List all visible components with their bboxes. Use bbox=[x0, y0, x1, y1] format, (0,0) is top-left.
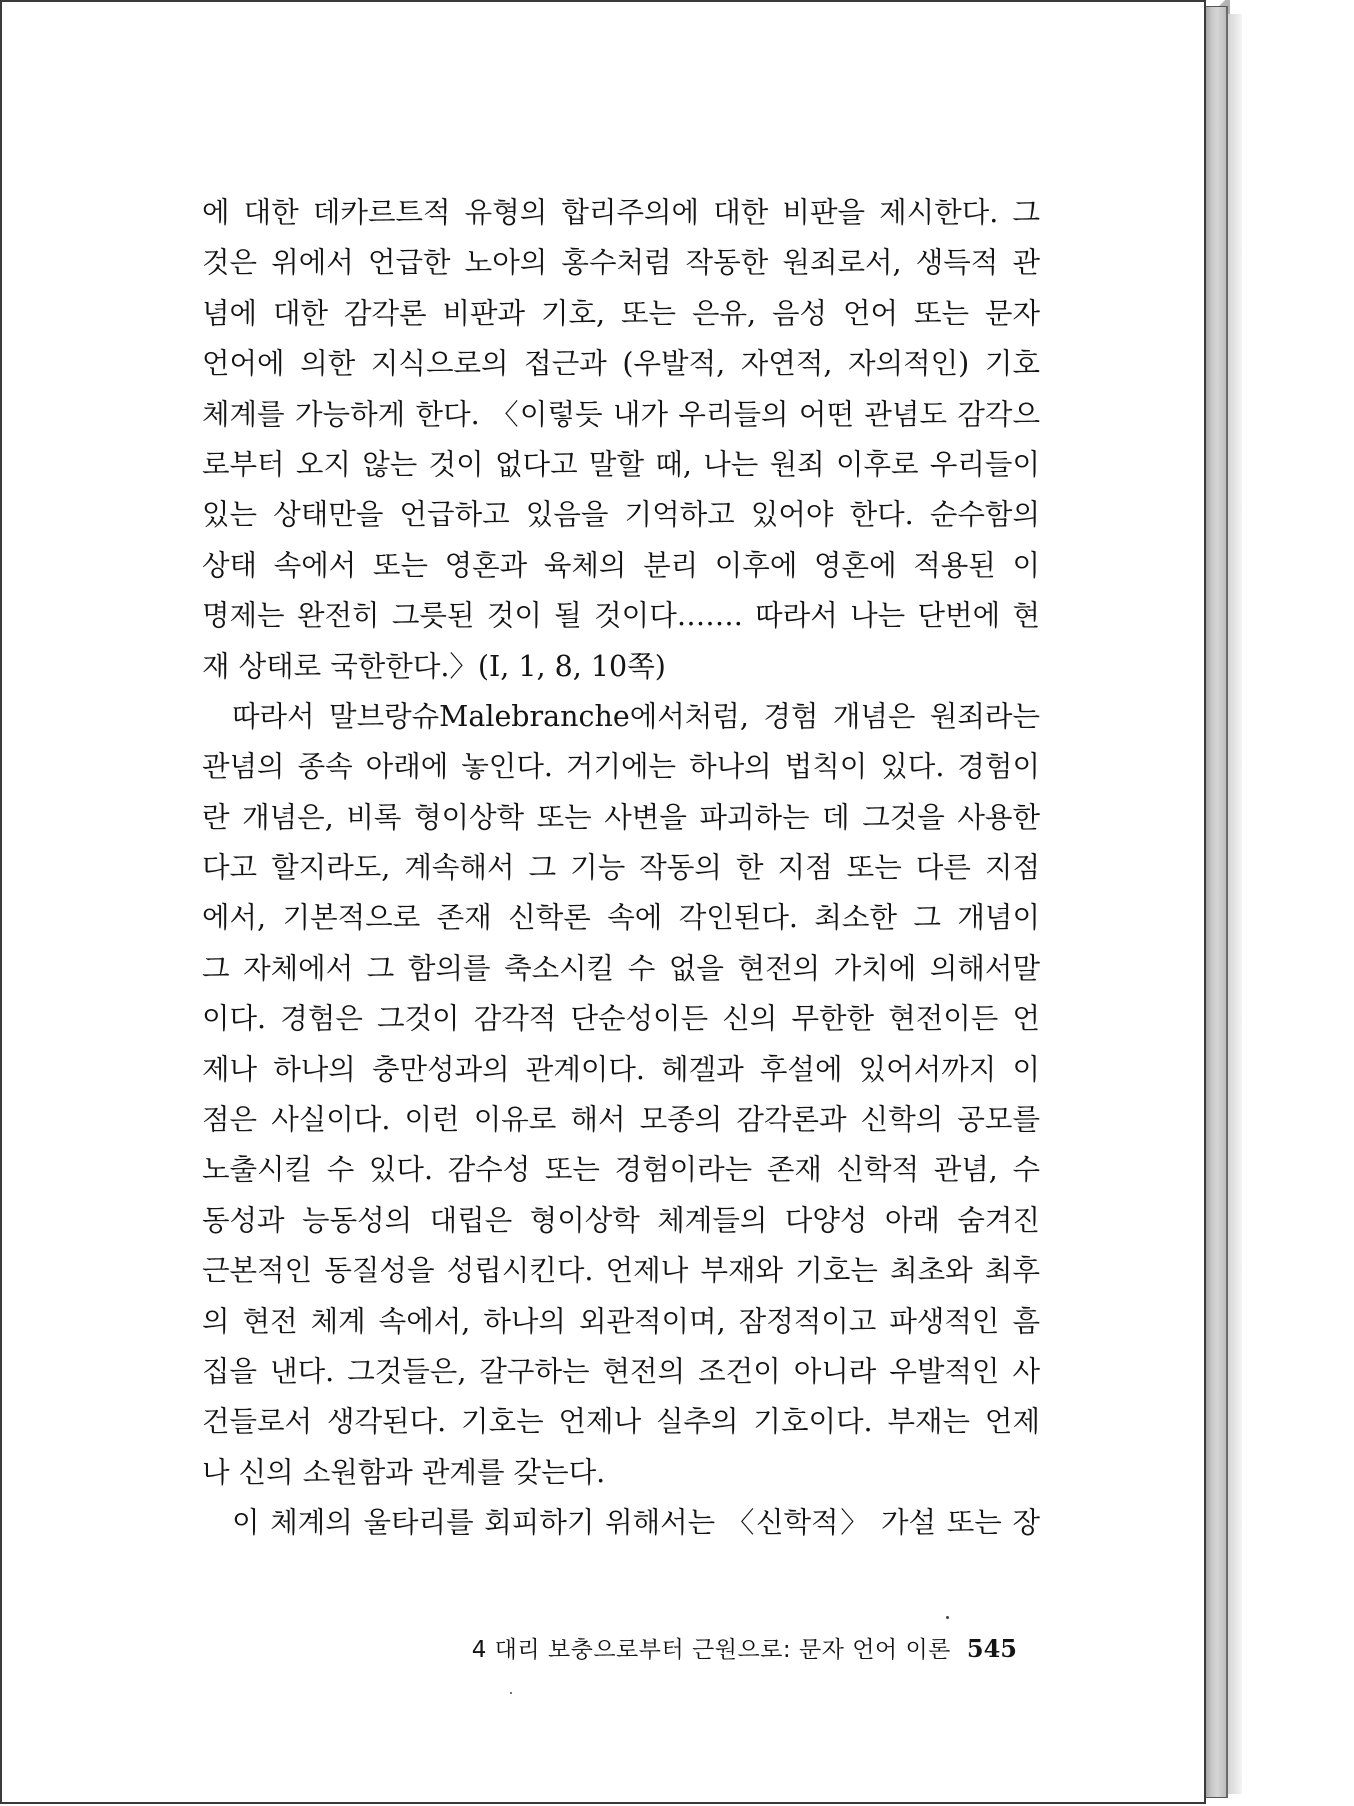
body-text bbox=[202, 188, 1040, 1549]
text-line: 이 체계의 울타리를 회피하기 위해서는 〈신학적〉 가설 또는 장 bbox=[232, 1506, 1040, 1540]
text-line: 에 대한 데카르트적 유형의 합리주의에 대한 비판을 제시한다. 그 bbox=[202, 196, 1040, 229]
page-shadow bbox=[1228, 14, 1242, 1794]
running-footer bbox=[452, 1627, 1017, 1671]
text-line: 이다. 경험은 그것이 감각적 단순성이든 신의 무한한 현전이든 언 bbox=[202, 1002, 1040, 1036]
scan-speck bbox=[946, 1616, 949, 1619]
book-page-edge bbox=[1204, 6, 1228, 1798]
text-line: 근본적인 동질성을 성립시킨다. 언제나 부재와 기호는 최초와 최후 bbox=[202, 1254, 1040, 1288]
chapter-title: 4 대리 보충으로부터 근원으로: 문자 언어 이론 bbox=[471, 1637, 951, 1663]
paragraph-3 bbox=[202, 1498, 1040, 1548]
text-line: 건들로서 생각된다. 기호는 언제나 실추의 기호이다. 부재는 언제 bbox=[202, 1405, 1040, 1439]
text-line: 재 상태로 국한한다.〉(I, 1, 8, 10쪽) bbox=[202, 649, 666, 683]
text-line: 관념의 종속 아래에 놓인다. 거기에는 하나의 법칙이 있다. 경험이 bbox=[202, 750, 1040, 784]
text-line: 언어에 의한 지식으로의 접근과 (우발적, 자연적, 자의적인) 기호 bbox=[202, 347, 1040, 381]
text-line: 따라서 말브랑슈Malebranche에서처럼, 경험 개념은 원죄라는 bbox=[232, 699, 1040, 733]
page-number: 545 bbox=[966, 1634, 1017, 1663]
text-line: 제나 하나의 충만성과의 관계이다. 헤겔과 후설에 있어서까지 이 bbox=[202, 1052, 1040, 1086]
text-line: 란 개념은, 비록 형이상학 또는 사변을 파괴하는 데 그것을 사용한 bbox=[202, 800, 1040, 834]
text-line: 념에 대한 감각론 비판과 기호, 또는 은유, 음성 언어 또는 문자 bbox=[202, 296, 1040, 330]
text-line: 다고 할지라도, 계속해서 그 기능 작동의 한 지점 또는 다른 지점 bbox=[202, 851, 1040, 885]
text-line: 명제는 완전히 그릇된 것이 될 것이다……. 따라서 나는 단번에 현 bbox=[202, 599, 1040, 633]
text-line: 노출시킬 수 있다. 감수성 또는 경험이라는 존재 신학적 관념, 수 bbox=[202, 1153, 1040, 1187]
text-line: 것은 위에서 언급한 노아의 홍수처럼 작동한 원죄로서, 생득적 관 bbox=[202, 246, 1040, 280]
paragraph-1 bbox=[202, 188, 1040, 692]
text-line: 의 현전 체계 속에서, 하나의 외관적이며, 잠정적이고 파생적인 흠 bbox=[202, 1304, 1040, 1338]
text-line: 점은 사실이다. 이런 이유로 해서 모종의 감각론과 신학의 공모를 bbox=[202, 1103, 1040, 1137]
text-line: 상태 속에서 또는 영혼과 육체의 분리 이후에 영혼에 적용된 이 bbox=[202, 548, 1040, 582]
text-line: 집을 낸다. 그것들은, 갈구하는 현전의 조건이 아니라 우발적인 사 bbox=[202, 1354, 1040, 1388]
text-line: 로부터 오지 않는 것이 없다고 말할 때, 나는 원죄 이후로 우리들이 bbox=[202, 447, 1040, 481]
text-line: 에서, 기본적으로 존재 신학론 속에 각인된다. 최소한 그 개념이 bbox=[202, 901, 1040, 935]
paragraph-2 bbox=[202, 692, 1040, 1498]
text-line: 체계를 가능하게 한다. 〈이렇듯 내가 우리들의 어떤 관념도 감각으 bbox=[202, 397, 1040, 431]
text-line: 그 자체에서 그 함의를 축소시킬 수 없을 현전의 가치에 의해서말 bbox=[202, 951, 1040, 985]
scan-speck bbox=[510, 1692, 512, 1694]
text-line: 나 신의 소원함과 관계를 갖는다. bbox=[202, 1455, 606, 1489]
text-line: 있는 상태만을 언급하고 있음을 기억하고 있어야 한다. 순수함의 bbox=[202, 498, 1040, 532]
text-line: 동성과 능동성의 대립은 형이상학 체계들의 다양성 아래 숨겨진 bbox=[202, 1203, 1040, 1237]
